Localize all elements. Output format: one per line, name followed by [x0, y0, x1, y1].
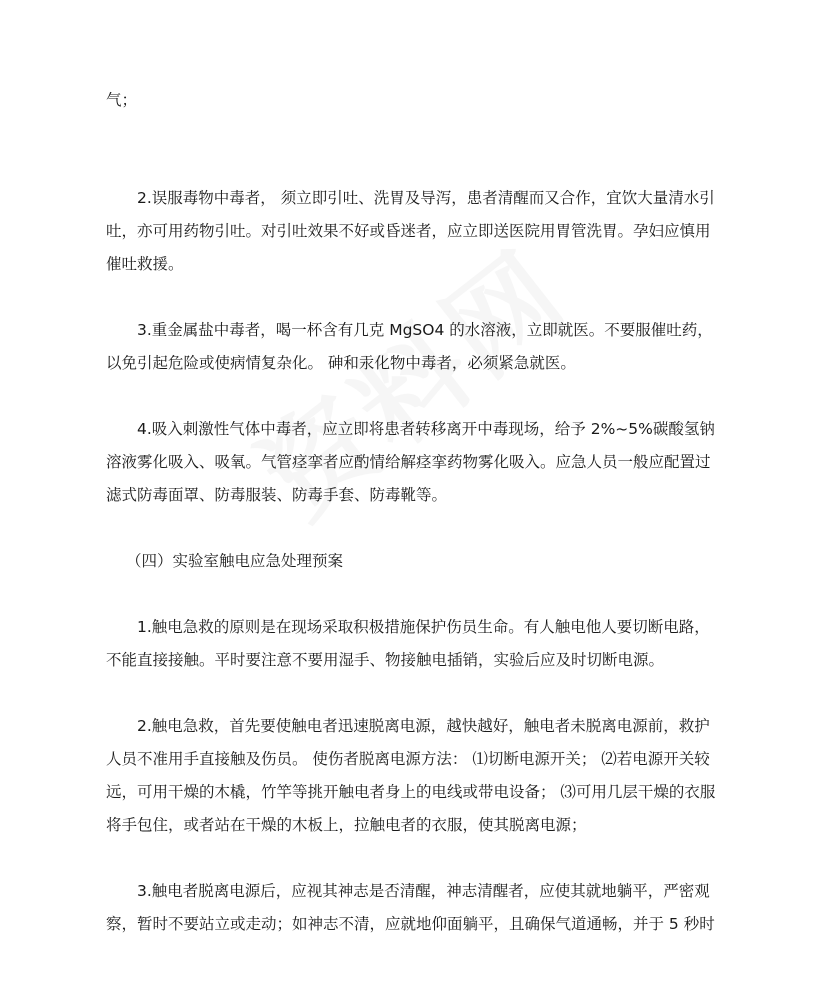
text-line: 溶液雾化吸入、吸氧。气管痉挛者应酌情给解痉挛药物雾化吸入。应急人员一般应配置过 [106, 453, 711, 471]
paragraph-ingested-poison [106, 182, 726, 281]
paragraph-fragment [106, 84, 726, 117]
text-line: 吐，亦可用药物引吐。对引吐效果不好或昏迷者，应立即送医院用胃管洗胃。孕妇应慎用 [106, 222, 711, 240]
text-line: 以免引起危险或使病情复杂化。 砷和汞化物中毒者，必须紧急就医。 [106, 354, 576, 372]
text-line: 人员不准用手直接触及伤员。 使伤者脱离电源方法： ⑴切断电源开关； ⑵若电源开关较 [106, 750, 710, 768]
paragraph-electric-shock-rescue [106, 710, 726, 842]
text-line: 2.触电急救，首先要使触电者迅速脱离电源，越快越好，触电者未脱离电源前，救护 [137, 717, 710, 735]
paragraph-inhaled-gas-poison [106, 413, 726, 512]
text-line: 远，可用干燥的木橇，竹竿等挑开触电者身上的电线或带电设备； ⑶可用几层干燥的衣服 [106, 783, 716, 801]
document-body [106, 84, 726, 941]
paragraph-after-disconnect [106, 875, 726, 941]
text-line: 1.触电急救的原则是在现场采取积极措施保护伤员生命。有人触电他人要切断电路， [137, 618, 710, 636]
text-line: 将手包住，或者站在干燥的木板上，拉触电者的衣服，使其脱离电源； [106, 816, 587, 834]
text-line: 2.误服毒物中毒者， 须立即引吐、洗胃及导泻，患者清醒而又合作，宜饮大量清水引 [137, 189, 715, 207]
text-line: 察，暂时不要站立或走动；如神志不清，应就地仰面躺平，且确保气道通畅，并于 5 秒时 [106, 915, 715, 933]
text-line: 催吐救援。 [106, 255, 184, 273]
text-line: 滤式防毒面罩、防毒服装、防毒手套、防毒靴等。 [106, 486, 448, 504]
text-line: 3.重金属盐中毒者，喝一杯含有几克 MgSO4 的水溶液，立即就医。不要服催吐药， [137, 321, 713, 339]
section-heading [106, 545, 726, 578]
section-heading-text: （四）实验室触电应急处理预案 [126, 552, 344, 570]
text-line: 不能直接接触。平时要注意不要用湿手、物接触电插销，实验后应及时切断电源。 [106, 651, 665, 669]
text-line: 气； [106, 91, 138, 109]
paragraph-electric-shock-principle [106, 611, 726, 677]
paragraph-heavy-metal-poison [106, 314, 726, 380]
text-line: 3.触电者脱离电源后，应视其神志是否清醒，神志清醒者，应使其就地躺平，严密观 [137, 882, 710, 900]
text-line: 4.吸入刺激性气体中毒者，应立即将患者转移离开中毒现场，给予 2%~5%碳酸氢钠 [137, 420, 715, 438]
